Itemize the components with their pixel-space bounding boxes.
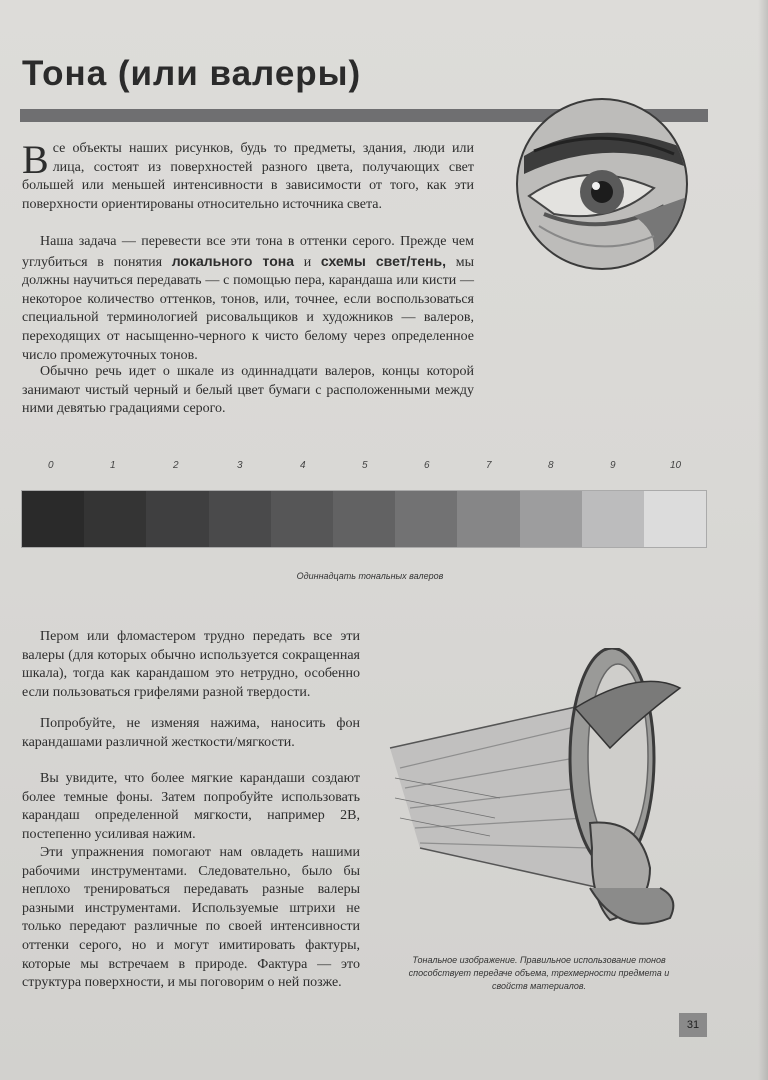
tone-swatch-0 xyxy=(22,491,84,547)
scale-label: 10 xyxy=(670,460,682,471)
left-paragraph: Попробуйте, не изменяя нажима, наносить фон карандашами различной жесткости/мягкости. xyxy=(22,716,360,750)
tone-swatch-1 xyxy=(84,491,146,547)
scale-label: 1 xyxy=(110,460,116,471)
p2-text-c: и xyxy=(294,254,321,270)
page-edge-shadow xyxy=(758,0,768,1080)
page-number: 31 xyxy=(679,1013,707,1037)
funnel-pencil-sketch xyxy=(380,648,700,953)
tone-swatch-10 xyxy=(644,491,706,547)
tone-swatch-6 xyxy=(395,491,457,547)
scale-label: 8 xyxy=(548,460,554,471)
scale-label: 6 xyxy=(424,460,430,471)
tone-swatch-9 xyxy=(582,491,644,547)
scale-caption: Одиннадцать тональных валеров xyxy=(296,571,444,581)
scale-label: 3 xyxy=(237,460,243,471)
p2-bold-local-tone: локального тона xyxy=(171,252,295,269)
drop-cap: В xyxy=(22,137,49,182)
page-title: Тона (или валеры) xyxy=(22,54,362,93)
scale-label: 5 xyxy=(362,460,368,471)
intro-text: се объекты наших рисунков, будь то предметы, здания, люди или лица, состоят из поверхностей разного цвета, получающих свет большей или меньшей интенсивности в зависимости от того, как эти поверхности ориентированы относительно источника света. xyxy=(22,141,474,212)
tone-swatch-3 xyxy=(209,491,271,547)
left-paragraph: Эти упражнения помогают нам овладеть нашими рабочими инструментами. Следовательно, было бы неплохо тренироваться передавать разные валеры разными инструментами. Используемые штрихи не только передают различные по своей интенсивности оттенки серого, но и могут имитировать фактуры, которые мы встречаем в природе. Фактура — это структура поверхности, и мы поговорим о ней позже. xyxy=(22,845,360,991)
scale-label: 0 xyxy=(48,460,54,471)
p2-bold-light-shadow: схемы свет/тень, xyxy=(320,252,447,269)
scale-label: 9 xyxy=(610,460,616,471)
eye-sketch-illustration xyxy=(514,96,690,272)
tone-swatch-5 xyxy=(333,491,395,547)
scale-label: 7 xyxy=(486,460,492,471)
intro-paragraph xyxy=(22,137,474,214)
p2-text-d: мы должны научиться передавать — с помощью пера, карандаша или кисти — некоторое количество оттенков, тонов, или, точнее, если воспользоваться специальной терминологией рисовальщиков и художников — валеров, переходящих от насыщенно-черного к чисто белому через определенное число промежуточных тонов. xyxy=(22,254,474,363)
scale-label: 4 xyxy=(300,460,306,471)
tone-swatch-8 xyxy=(520,491,582,547)
paragraph-3: Обычно речь идет о шкале из одиннадцати валеров, концы которой занимают чистый черный и белый цвет бумаги с расположенными между ними девятью градациями серого. xyxy=(22,364,474,417)
figure-caption: Тональное изображение. Правильное использование тонов способствует передаче объема, трехмерности предмета и свойств материалов. xyxy=(408,955,670,991)
left-paragraph: Вы увидите, что более мягкие карандаши создают более темные фоны. Затем попробуйте использовать карандаш определенной мягкости, например 2В, постепенно усиливая нажим. xyxy=(22,771,360,842)
tone-swatch-4 xyxy=(271,491,333,547)
paragraph-2 xyxy=(22,233,474,365)
scale-label: 2 xyxy=(173,460,179,471)
tone-swatch-7 xyxy=(457,491,519,547)
p2-text-a: Наша задача — перевести все эти тона в оттенки серого. Прежде чем углубиться в понятия xyxy=(22,234,474,270)
left-paragraph: Пером или фломастером трудно передать все эти валеры (для которых обычно используется сокращенная шкала), тогда как карандашом это нетрудно, особенно если пользоваться грифелями разной твердости. xyxy=(22,629,360,700)
tone-swatch-2 xyxy=(146,491,208,547)
tonal-value-scale xyxy=(21,490,707,548)
